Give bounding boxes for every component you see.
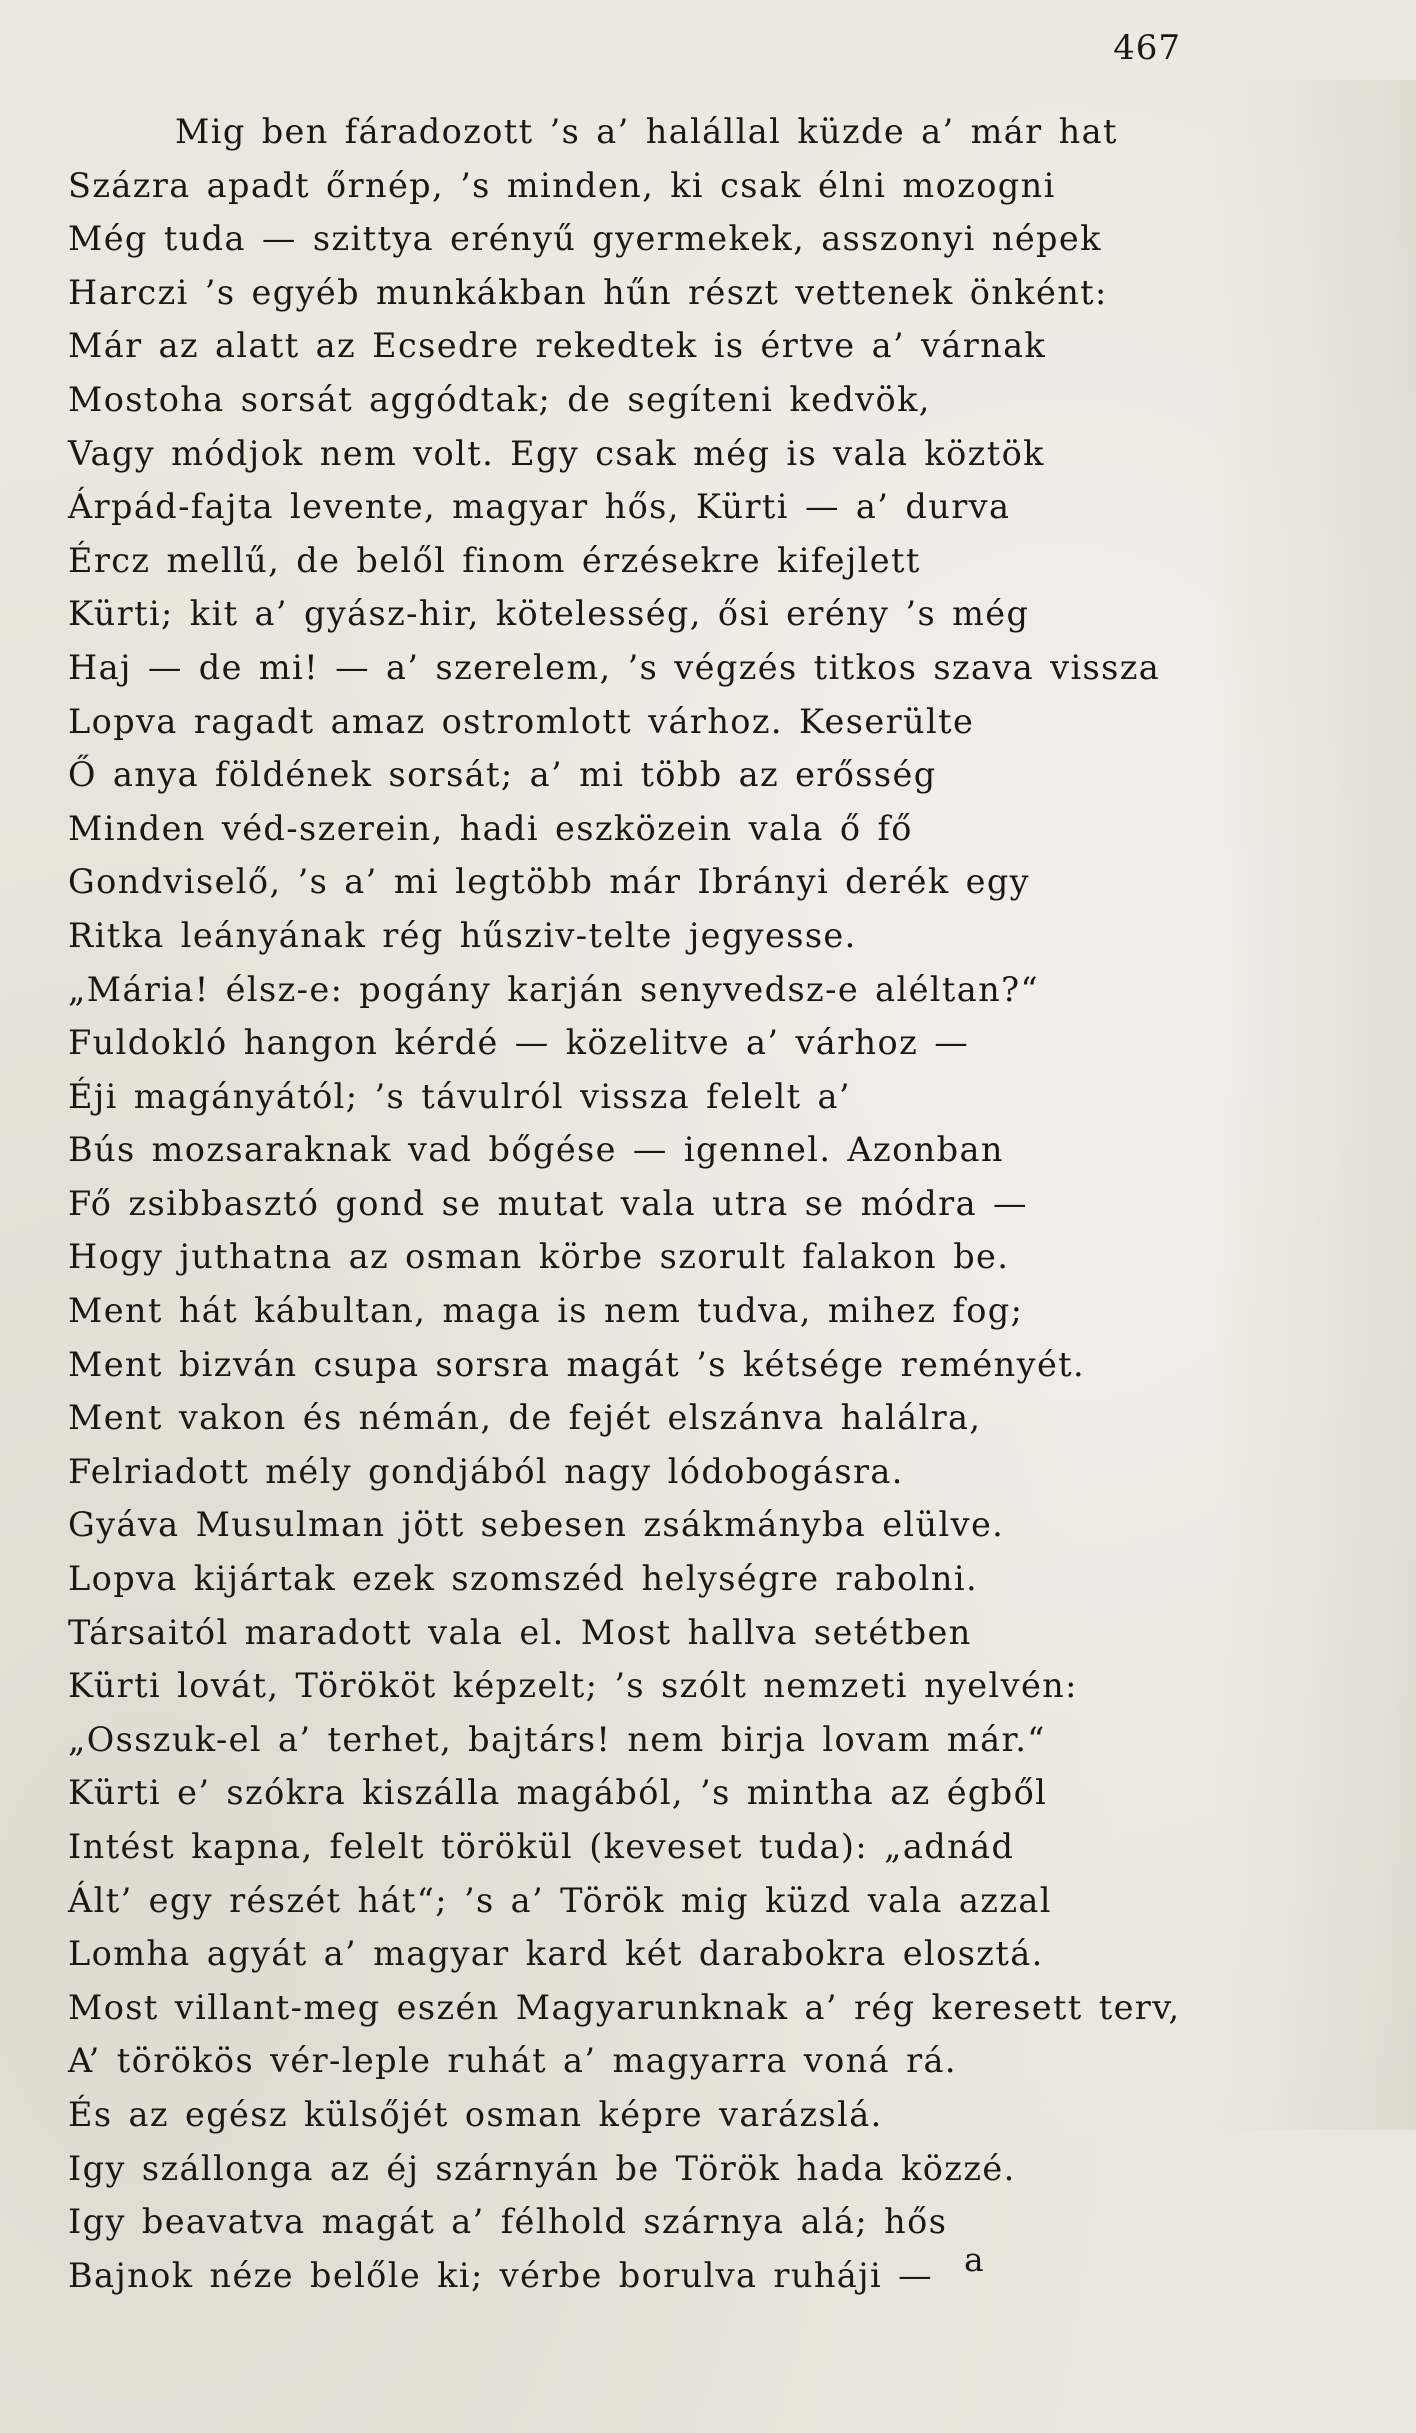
- text-line: Harczi ’s egyéb munkákban hűn részt vettenek önként:: [68, 272, 1108, 312]
- text-line: Ált’ egy részét hát“; ’s a’ Török mig küzd vala azzal: [68, 1880, 1052, 1920]
- text-line: Már az alatt az Ecsedre rekedtek is értve a’ várnak: [68, 326, 1047, 366]
- text-line: Mig ben fáradozott ’s a’ halállal küzde a’ már hat: [175, 112, 1118, 151]
- text-line: Ritka leányának rég hűsziv-telte jegyesse.: [68, 915, 857, 955]
- text-line: „Mária! élsz-e: pogány karján senyvedsz-e aléltan?“: [68, 969, 1040, 1009]
- text-line: Ment hát kábultan, maga is nem tudva, mihez fog;: [68, 1291, 1024, 1331]
- text-line: Most villant-meg eszén Magyarunknak a’ rég keresett terv,: [68, 1987, 1181, 2027]
- text-line: Társaitól maradott vala el. Most hallva setétben: [68, 1612, 972, 1652]
- text-line: Vagy módjok nem volt. Egy csak még is vala köztök: [68, 433, 1045, 473]
- bleed-through-shadow: [1216, 80, 1416, 2130]
- poem-text: [68, 105, 1218, 2302]
- page-number: 467: [1113, 28, 1181, 68]
- text-line: Százra apadt őrnép, ’s minden, ki csak élni mozogni: [68, 165, 1056, 205]
- text-line: Minden véd-szerein, hadi eszközein vala ő fő: [68, 808, 913, 848]
- text-line: Bajnok néze belőle ki; vérbe borulva ruháji —: [68, 2255, 934, 2295]
- text-line: Hogy juthatna az osman körbe szorult falakon be.: [68, 1237, 1010, 1277]
- text-line: Még tuda — szittya erényű gyermekek, asszonyi népek: [68, 219, 1102, 259]
- text-line: Gyáva Musulman jött sebesen zsákmányba elülve.: [68, 1505, 1005, 1545]
- text-line: Intést kapna, felelt törökül (keveset tuda): „adnád: [68, 1827, 1015, 1866]
- text-line: Ércz mellű, de belől finom érzésekre kifejlett: [68, 540, 921, 580]
- text-line: Gondviselő, ’s a’ mi legtöbb már Ibrányi derék egy: [68, 862, 1031, 902]
- text-line: Kürti; kit a’ gyász-hir, kötelesség, ősi erény ’s még: [68, 594, 1030, 634]
- text-line: Fuldokló hangon kérdé — közelitve a’ várhoz —: [68, 1023, 970, 1063]
- text-line: Lopva ragadt amaz ostromlott várhoz. Keserülte: [68, 701, 975, 741]
- text-line: Lopva kijártak ezek szomszéd helységre rabolni.: [68, 1559, 979, 1599]
- text-line: Kürti lovát, Törököt képzelt; ’s szólt nemzeti nyelvén:: [68, 1666, 1078, 1706]
- text-line: Árpád-fajta levente, magyar hős, Kürti — a’ durva: [68, 487, 1011, 527]
- text-line: Bús mozsaraknak vad bőgése — igennel. Azonban: [68, 1130, 1004, 1170]
- text-line: Ment bizván csupa sorsra magát ’s kétsége reményét.: [68, 1344, 1086, 1384]
- text-line: Ment vakon és némán, de fejét elszánva halálra,: [68, 1398, 982, 1438]
- text-line: Felriadott mély gondjából nagy lódobogásra.: [68, 1451, 904, 1491]
- text-line: Haj — de mi! — a’ szerelem, ’s végzés titkos szava vissza: [68, 647, 1161, 687]
- text-line: És az egész külsőjét osman képre varázslá.: [68, 2094, 883, 2134]
- text-line: „Osszuk-el a’ terhet, bajtárs! nem birja lovam már.“: [68, 1719, 1046, 1759]
- text-line: Igy szállonga az éj szárnyán be Török hada közzé.: [68, 2148, 1016, 2188]
- text-line: Ő anya földének sorsát; a’ mi több az erősség: [68, 755, 937, 795]
- text-line: Mostoha sorsát aggódtak; de segíteni kedvök,: [68, 379, 931, 419]
- text-line: Fő zsibbasztó gond se mutat vala utra se módra —: [68, 1183, 1028, 1223]
- text-line: Lomha agyát a’ magyar kard két darabokra elosztá.: [68, 1934, 1044, 1974]
- text-line: Éji magányától; ’s távulról vissza felelt a’: [68, 1076, 851, 1116]
- catchword: a: [964, 2240, 984, 2279]
- text-line: Igy beavatva magát a’ félhold szárnya alá; hős: [68, 2202, 948, 2242]
- text-line: Kürti e’ szókra kiszálla magából, ’s mintha az égből: [68, 1773, 1048, 1813]
- text-line: A’ törökös vér-leple ruhát a’ magyarra voná rá.: [68, 2041, 957, 2081]
